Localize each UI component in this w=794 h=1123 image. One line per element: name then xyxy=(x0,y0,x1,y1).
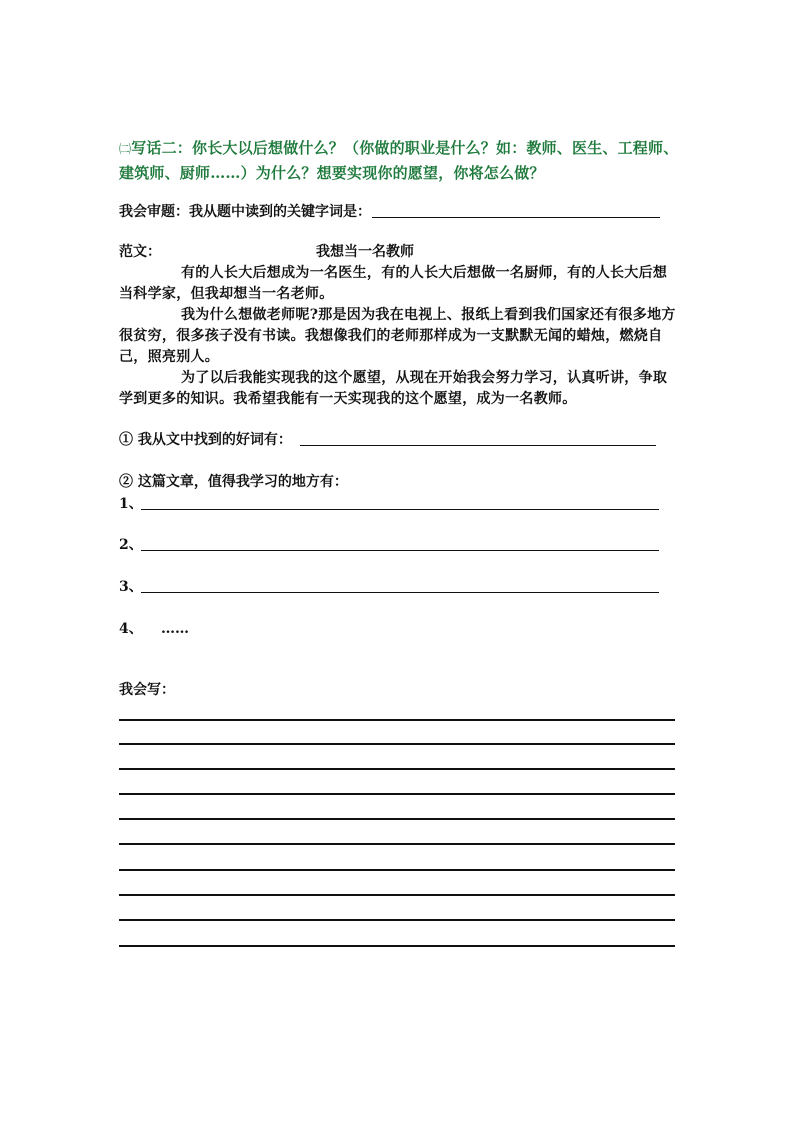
writing-line[interactable] xyxy=(119,945,675,947)
prompt-text: 写话二：你长大以后想做什么？（你做的职业是什么？如：教师、医生、工程师、建筑师、厨师……）为什么？想要实现你的愿望，你将怎么做？ xyxy=(119,139,679,182)
writing-line[interactable] xyxy=(119,919,675,921)
writing-line[interactable] xyxy=(119,818,675,820)
answer-item-line[interactable] xyxy=(141,592,659,593)
essay-paragraph-1: 有的人长大后想成为一名医生，有的人长大后想做一名厨师，有的人长大后想当科学家，但我却想当一名老师。 xyxy=(119,265,668,302)
writing-line[interactable] xyxy=(119,793,675,795)
answer-item-line[interactable] xyxy=(141,509,659,510)
review-answer-line[interactable] xyxy=(372,217,660,218)
essay-title: 我想当一名教师 xyxy=(316,244,414,260)
question1-label: ① 我从文中找到的好词有： xyxy=(119,432,292,448)
review-label: 我会审题：我从题中读到的关键字词是： xyxy=(119,204,371,220)
answer-item-label: 4、 xyxy=(119,621,143,637)
writing-line[interactable] xyxy=(119,743,675,745)
writing-line[interactable] xyxy=(119,894,675,896)
essay-label: 范文： xyxy=(119,244,161,260)
question2-label: ② 这篇文章，值得我学习的地方有： xyxy=(119,474,348,490)
writing-line[interactable] xyxy=(119,843,675,845)
essay-paragraph-2: 我为什么想做老师呢?那是因为我在电视上、报纸上看到我们国家还有很多地方很贫穷，很多孩子没有书读。我想像我们的老师那样成为一支默默无闻的蜡烛，燃烧自己，照亮别人。 xyxy=(119,307,676,365)
essay-paragraph-3: 为了以后我能实现我的这个愿望，从现在开始我会努力学习，认真听讲，争取学到更多的知识。我希望我能有一天实现我的这个愿望，成为一名教师。 xyxy=(119,370,668,407)
writing-line[interactable] xyxy=(119,869,675,871)
writing-line[interactable] xyxy=(119,768,675,770)
writing-label: 我会写： xyxy=(119,682,175,698)
writing-line[interactable] xyxy=(119,719,675,721)
answer-item-label: 2、 xyxy=(119,537,143,553)
answer-item-label: 3、 xyxy=(119,579,143,595)
question1-answer-line[interactable] xyxy=(300,445,656,446)
answer-item-line[interactable] xyxy=(141,550,659,551)
prompt-marker: ㈡ xyxy=(119,142,132,156)
answer-item-label: 1、 xyxy=(119,496,143,512)
answer-ellipsis: …… xyxy=(161,621,189,637)
writing-prompt xyxy=(119,136,681,185)
